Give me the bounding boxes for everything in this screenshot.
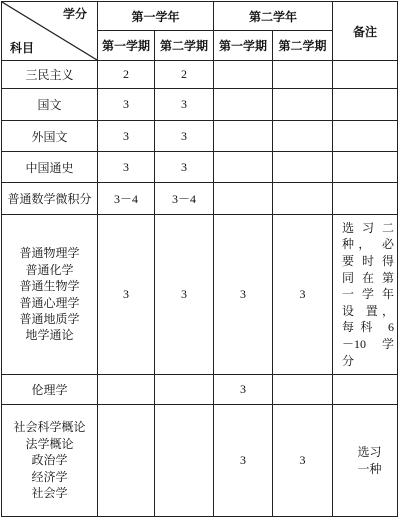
credit-cell: 3 (273, 405, 333, 517)
subject-line: 普通地质学 (19, 311, 80, 326)
credit-cell (214, 89, 273, 121)
remarks-line: －10 学 (342, 336, 395, 351)
credit-cell (98, 375, 155, 405)
credit-cell: 3－4 (98, 183, 155, 215)
remarks-line: 要时得 (342, 254, 395, 269)
table-row (2, 183, 398, 215)
year1-header: 第一学年 (98, 2, 214, 31)
subject-line: 地学通论 (25, 328, 74, 343)
credit-cell: 3 (155, 215, 214, 375)
credit-cell (273, 61, 333, 89)
credit-cell: 3 (214, 215, 273, 375)
subject-line: 普通生物学 (19, 279, 80, 294)
table-row (2, 405, 398, 517)
credit-cell: 3 (98, 89, 155, 121)
subject-cell: 国文 (2, 89, 98, 121)
remarks-cell (333, 215, 398, 375)
y2-term1-header: 第一学期 (214, 31, 273, 61)
credit-cell: 3 (214, 375, 273, 405)
credit-cell: 3 (98, 152, 155, 183)
subject-line: 政治学 (31, 453, 68, 468)
credit-cell (214, 152, 273, 183)
remarks-cell (333, 89, 398, 121)
table-row (2, 61, 398, 89)
remarks-cell (333, 121, 398, 152)
credit-cell: 3 (214, 405, 273, 517)
table-row (2, 215, 398, 375)
credit-cell (273, 152, 333, 183)
credit-cell: 3 (273, 215, 333, 375)
y2-term2-header: 第二学期 (273, 31, 333, 61)
subject-cell: 三民主义 (2, 61, 98, 89)
remarks-header: 备注 (333, 2, 398, 61)
credit-cell (155, 405, 214, 517)
credit-cell: 3 (98, 215, 155, 375)
header-diagonal-cell (2, 2, 98, 61)
credit-cell (98, 405, 155, 517)
remarks-line: 选 习 二 (342, 220, 395, 235)
credit-cell (214, 61, 273, 89)
subject-cell: 外国文 (2, 121, 98, 152)
table-row (2, 375, 398, 405)
credit-cell: 2 (98, 61, 155, 89)
subject-line: 经济学 (31, 469, 68, 484)
credit-label: 学分 (62, 7, 87, 21)
credit-cell (273, 183, 333, 215)
y1-term2-header: 第二学期 (155, 31, 214, 61)
credit-cell (273, 89, 333, 121)
remarks-cell (333, 183, 398, 215)
remarks-line: 一种 (357, 461, 382, 476)
credit-cell: 3 (155, 89, 214, 121)
credit-cell: 3 (155, 152, 214, 183)
table-row (2, 152, 398, 183)
subject-line: 普通化学 (25, 262, 74, 277)
credit-cell (273, 375, 333, 405)
remarks-cell (333, 375, 398, 405)
remarks-line: 种， 必 (342, 237, 395, 252)
remarks-cell (333, 405, 398, 517)
remarks-cell (333, 152, 398, 183)
subject-label: 科目 (10, 41, 35, 55)
table-row (2, 89, 398, 121)
remarks-line: 同在第 (342, 270, 395, 285)
subject-line: 普通物理学 (19, 246, 80, 261)
credit-cell (214, 183, 273, 215)
remarks-line: 一学年 (342, 287, 395, 302)
remarks-line: 每科 6 (342, 320, 395, 335)
subject-line: 法学概论 (25, 436, 74, 451)
subject-cell: 中国通史 (2, 152, 98, 183)
credit-cell: 3 (155, 121, 214, 152)
curriculum-table (1, 1, 398, 517)
subject-cell: 普通数学微积分 (2, 183, 98, 215)
year2-header: 第二学年 (214, 2, 333, 31)
subject-cell (2, 405, 98, 517)
remarks-line: 设 置， (342, 303, 395, 318)
remarks-cell (333, 61, 398, 89)
subject-line: 社会学 (31, 486, 68, 501)
subject-cell (2, 215, 98, 375)
credit-cell: 2 (155, 61, 214, 89)
subject-line: 社会科学概论 (13, 420, 86, 435)
credit-cell (214, 121, 273, 152)
credit-cell (273, 121, 333, 152)
y1-term1-header: 第一学期 (98, 31, 155, 61)
subject-line: 普通心理学 (19, 295, 80, 310)
table-row (2, 121, 398, 152)
credit-cell: 3 (98, 121, 155, 152)
remarks-line: 分 (342, 353, 355, 368)
credit-cell: 3－4 (155, 183, 214, 215)
subject-cell: 伦理学 (2, 375, 98, 405)
credit-cell (155, 375, 214, 405)
remarks-line: 选习 (357, 445, 382, 460)
